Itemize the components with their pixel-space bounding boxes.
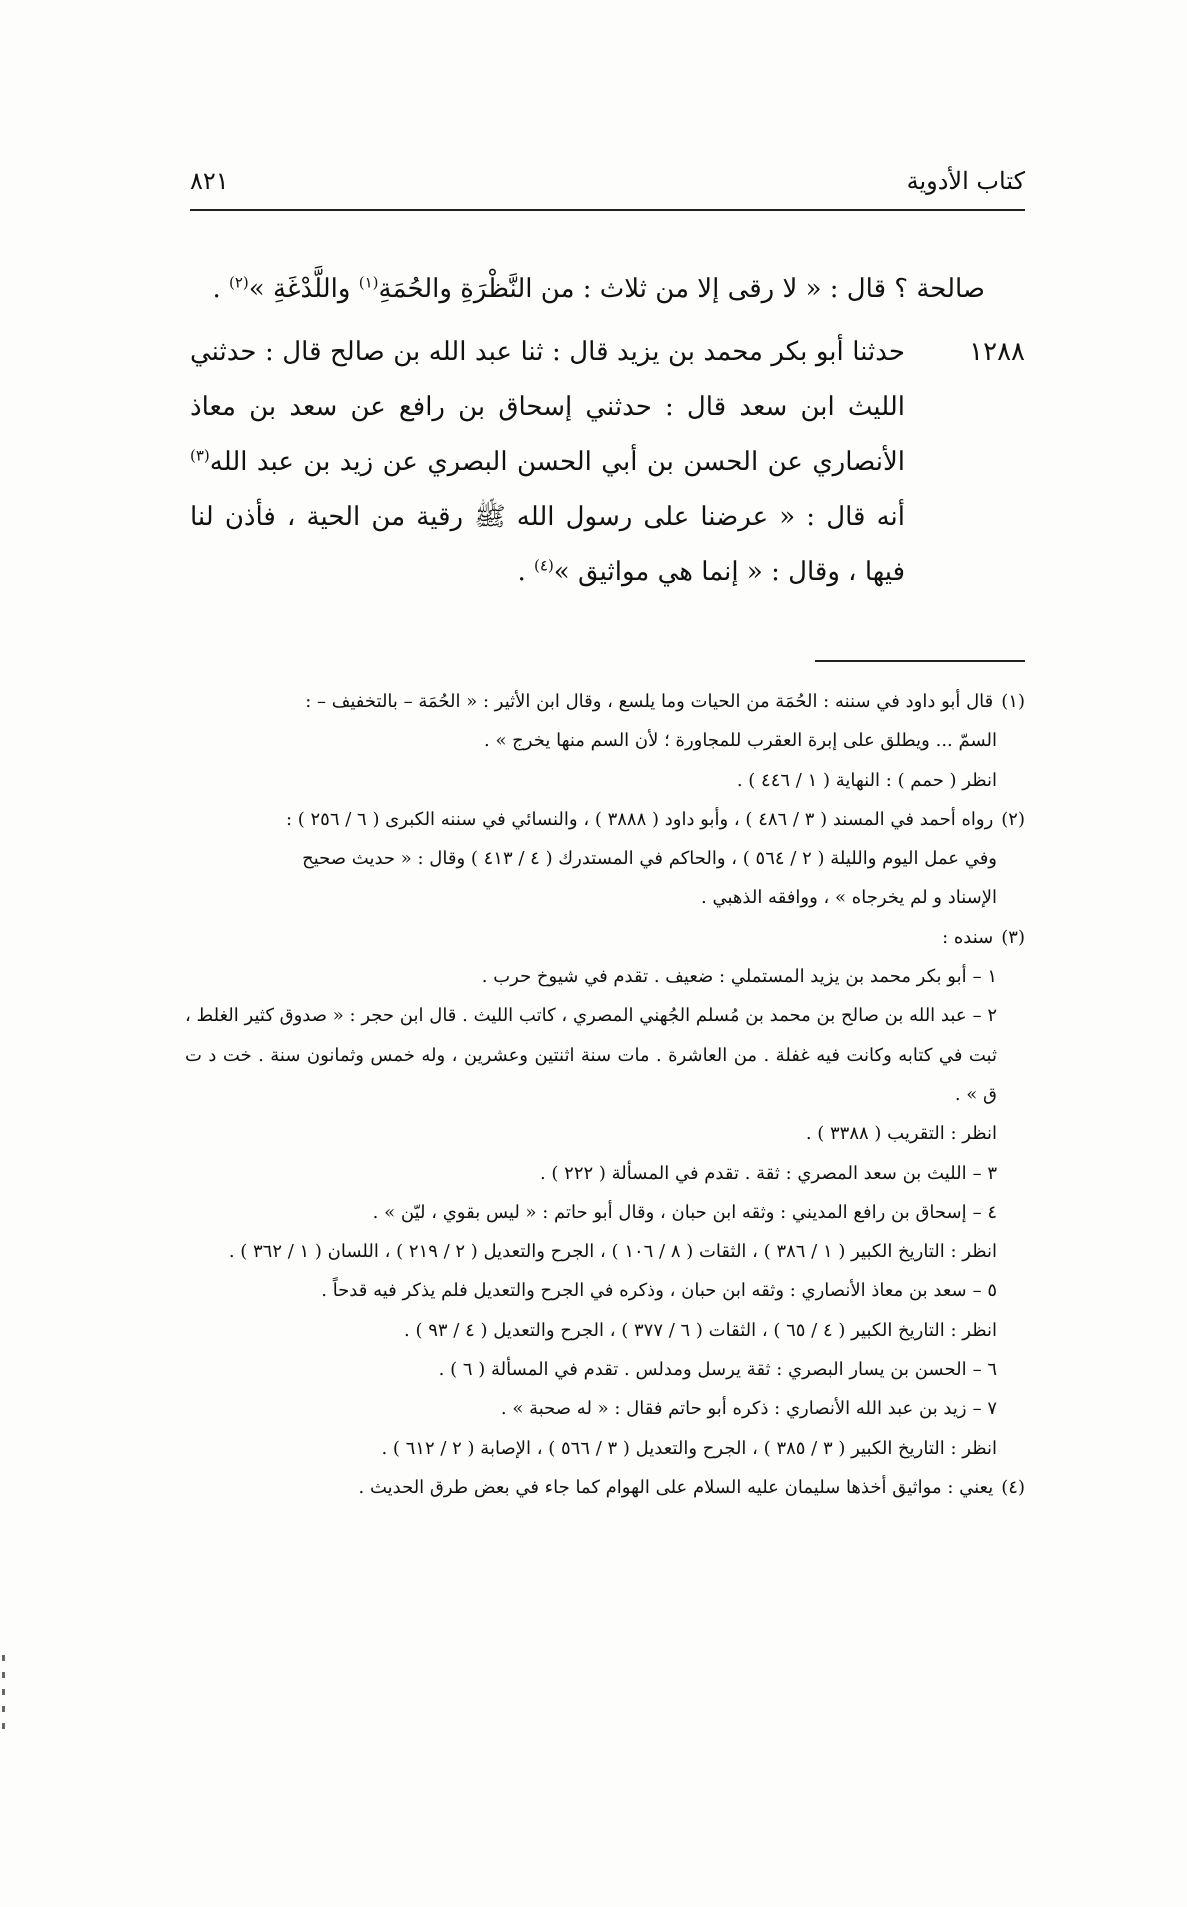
footnote-1-line-2: السمّ ... ويطلق على إبرة العقرب للمجاورة ؛ لأن السم منها يخرج » . xyxy=(484,730,997,752)
footnote-ref-1[interactable]: (١) xyxy=(358,273,379,292)
narrator-item-text: عبد الله بن صالح بن محمد بن مُسلم الجُهني المصري ، كاتب الليث . قال ابن حجر : « صدوق كثير الغلط ، ثبت في كتابه وكانت فيه غفلة . من العاشرة . مات سنة اثنتين وعشرين ، وله خمس وثمانون سنة . خت د ت ق » . xyxy=(185,1005,997,1105)
footnote-1-line-3: انظر ( حمم ) : النهاية ( ١ / ٤٤٦ ) . xyxy=(736,769,997,791)
narrator-item-mark: ٧ – xyxy=(972,1398,997,1420)
entry-number: ١٢٨٨ xyxy=(969,337,1025,367)
narrator-reference xyxy=(185,1311,997,1350)
footnote-2-text-1: رواه أحمد في المسند ( ٣ / ٤٨٦ ) ، وأبو داود ( ٣٨٨٨ ) ، والنسائي في سننه الكبرى ( ٦ / ٢٥٦ ) : xyxy=(285,808,994,830)
narrator-item-mark: ٢ – xyxy=(972,1005,997,1027)
entry-text-a: حدثنا أبو بكر محمد بن يزيد قال : ثنا عبد الله بن صالح قال : حدثني الليث ابن سعد قال : حدثني إسحاق بن رافع عن سعد بن معاذ الأنصاري عن الحسن بن أبي الحسن البصري عن زيد بن عبد الله xyxy=(190,337,905,477)
narrator-item xyxy=(185,1154,997,1193)
narrator-item-text: سعد بن معاذ الأنصاري : وثقه ابن حبان ، وذكره في الجرح والتعديل فلم يذكر فيه قدحاً . xyxy=(321,1280,967,1302)
running-title: كتاب الأدوية xyxy=(906,167,1025,195)
continuation-text-c: . xyxy=(212,274,229,304)
footnote-ref-3[interactable]: (٣) xyxy=(190,446,210,465)
footnote-1-mark: (١) xyxy=(1001,691,1025,712)
narrator-item xyxy=(185,1193,997,1232)
footnote-separator xyxy=(815,660,1025,662)
narrator-reference-text: انظر : التاريخ الكبير ( ١ / ٣٨٦ ) ، الثقات ( ٨ / ١٠٦ ) ، الجرح والتعديل ( ٢ / ٢١٩ ) ، اللسان ( ١ / ٣٦٢ ) . xyxy=(228,1241,997,1263)
footnote-2-mark: (٢) xyxy=(1001,808,1025,830)
footnote-2-line-3: الإسناد و لم يخرجاه » ، ووافقه الذهبي . xyxy=(701,887,997,909)
narrator-reference xyxy=(185,1429,997,1468)
narrator-item-text: زيد بن عبد الله الأنصاري : ذكره أبو حاتم فقال : « له صحبة » . xyxy=(500,1398,967,1420)
footnote-2-line-2: وفي عمل اليوم والليلة ( ٢ / ٥٦٤ ) ، والحاكم في المستدرك ( ٤ / ٤١٣ ) وقال : « حديث صحيح xyxy=(302,848,997,870)
continuation-text-a: صالحة ؟ قال : « لا رقى إلا من ثلاث : من النَّظْرَةِ والحُمَةِ xyxy=(378,274,985,304)
hadith-entry xyxy=(190,325,1025,600)
narrator-reference-text: انظر : التاريخ الكبير ( ٤ / ٦٥ ) ، الثقات ( ٦ / ٣٧٧ ) ، الجرح والتعديل ( ٤ / ٩٣ ) . xyxy=(404,1319,997,1341)
narrator-item xyxy=(185,957,997,996)
narrator-item-mark: ٤ – xyxy=(972,1201,997,1223)
scan-edge-mark xyxy=(2,1672,5,1678)
scan-edge-mark xyxy=(2,1706,5,1712)
narrator-item-mark: ٥ – xyxy=(972,1280,997,1302)
narrator-item xyxy=(185,1271,997,1310)
footnote-4-text-1: يعني : مواثيق أخذها سليمان عليه السلام على الهوام كما جاء في بعض طرق الحديث . xyxy=(358,1476,994,1498)
page-header xyxy=(190,165,1025,211)
entry-paragraph xyxy=(190,325,905,600)
scan-edge-mark xyxy=(2,1689,5,1695)
narrator-item-text: إسحاق بن رافع المديني : وثقه ابن حبان ، وقال أبو حاتم : « ليس بقوي ، ليّن » . xyxy=(372,1201,967,1223)
narrator-item-mark: ١ – xyxy=(972,966,997,988)
footnote-4-mark: (٤) xyxy=(1001,1476,1025,1498)
narrator-item xyxy=(185,996,997,1114)
footnotes xyxy=(185,682,1025,1507)
footnote-ref-4[interactable]: (٤) xyxy=(534,556,554,575)
narrator-item-text: أبو بكر محمد بن يزيد المستملي : ضعيف . تقدم في شيوخ حرب . xyxy=(481,966,967,988)
scan-edge-mark xyxy=(2,1655,5,1661)
entry-text-b: أنه قال : « عرضنا على رسول الله ﷺ رقية من الحية ، فأذن لنا فيها ، وقال : « إنما هي مواثيق » xyxy=(190,502,905,587)
footnote-ref-2[interactable]: (٢) xyxy=(229,273,249,292)
footnote-1-line-1 xyxy=(185,682,1025,721)
narrator-item-text: الليث بن سعد المصري : ثقة . تقدم في المسألة ( ٢٢٢ ) . xyxy=(539,1162,967,1184)
narrator-item-text: الحسن بن يسار البصري : ثقة يرسل ومدلس . تقدم في المسألة ( ٦ ) . xyxy=(438,1359,967,1381)
continuation-paragraph xyxy=(190,262,985,317)
narrator-reference xyxy=(185,1114,997,1153)
scan-edge-mark xyxy=(2,1723,5,1729)
narrator-reference-text: انظر : التقريب ( ٣٣٨٨ ) . xyxy=(805,1123,997,1145)
entry-text-c: . xyxy=(517,557,535,587)
narrator-item xyxy=(185,1389,997,1428)
footnote-1-text-1: قال أبو داود في سننه : الحُمَة من الحيات وما يلسع ، وقال ابن الأثير : « الحُمَة – بالتخفيف – : xyxy=(305,691,994,712)
narrator-item-mark: ٣ – xyxy=(972,1162,997,1184)
footnote-3-text-1: سنده : xyxy=(942,926,994,948)
continuation-text-b: واللَّدْغَةِ » xyxy=(248,274,359,304)
main-text xyxy=(190,262,1025,600)
page-number: ٨٢١ xyxy=(190,167,229,195)
footnote-4-line-1 xyxy=(185,1468,1025,1507)
narrator-reference-text: انظر : التاريخ الكبير ( ٣ / ٣٨٥ ) ، الجرح والتعديل ( ٣ / ٥٦٦ ) ، الإصابة ( ٢ / ٦١٢ ) . xyxy=(381,1437,997,1459)
footnote-3-mark: (٣) xyxy=(1001,926,1025,948)
narrator-item xyxy=(185,1350,997,1389)
footnote-2-line-1 xyxy=(185,800,1025,839)
narrator-item-mark: ٦ – xyxy=(972,1359,997,1381)
footnote-3-line-1 xyxy=(185,918,1025,957)
narrator-reference xyxy=(185,1232,997,1271)
